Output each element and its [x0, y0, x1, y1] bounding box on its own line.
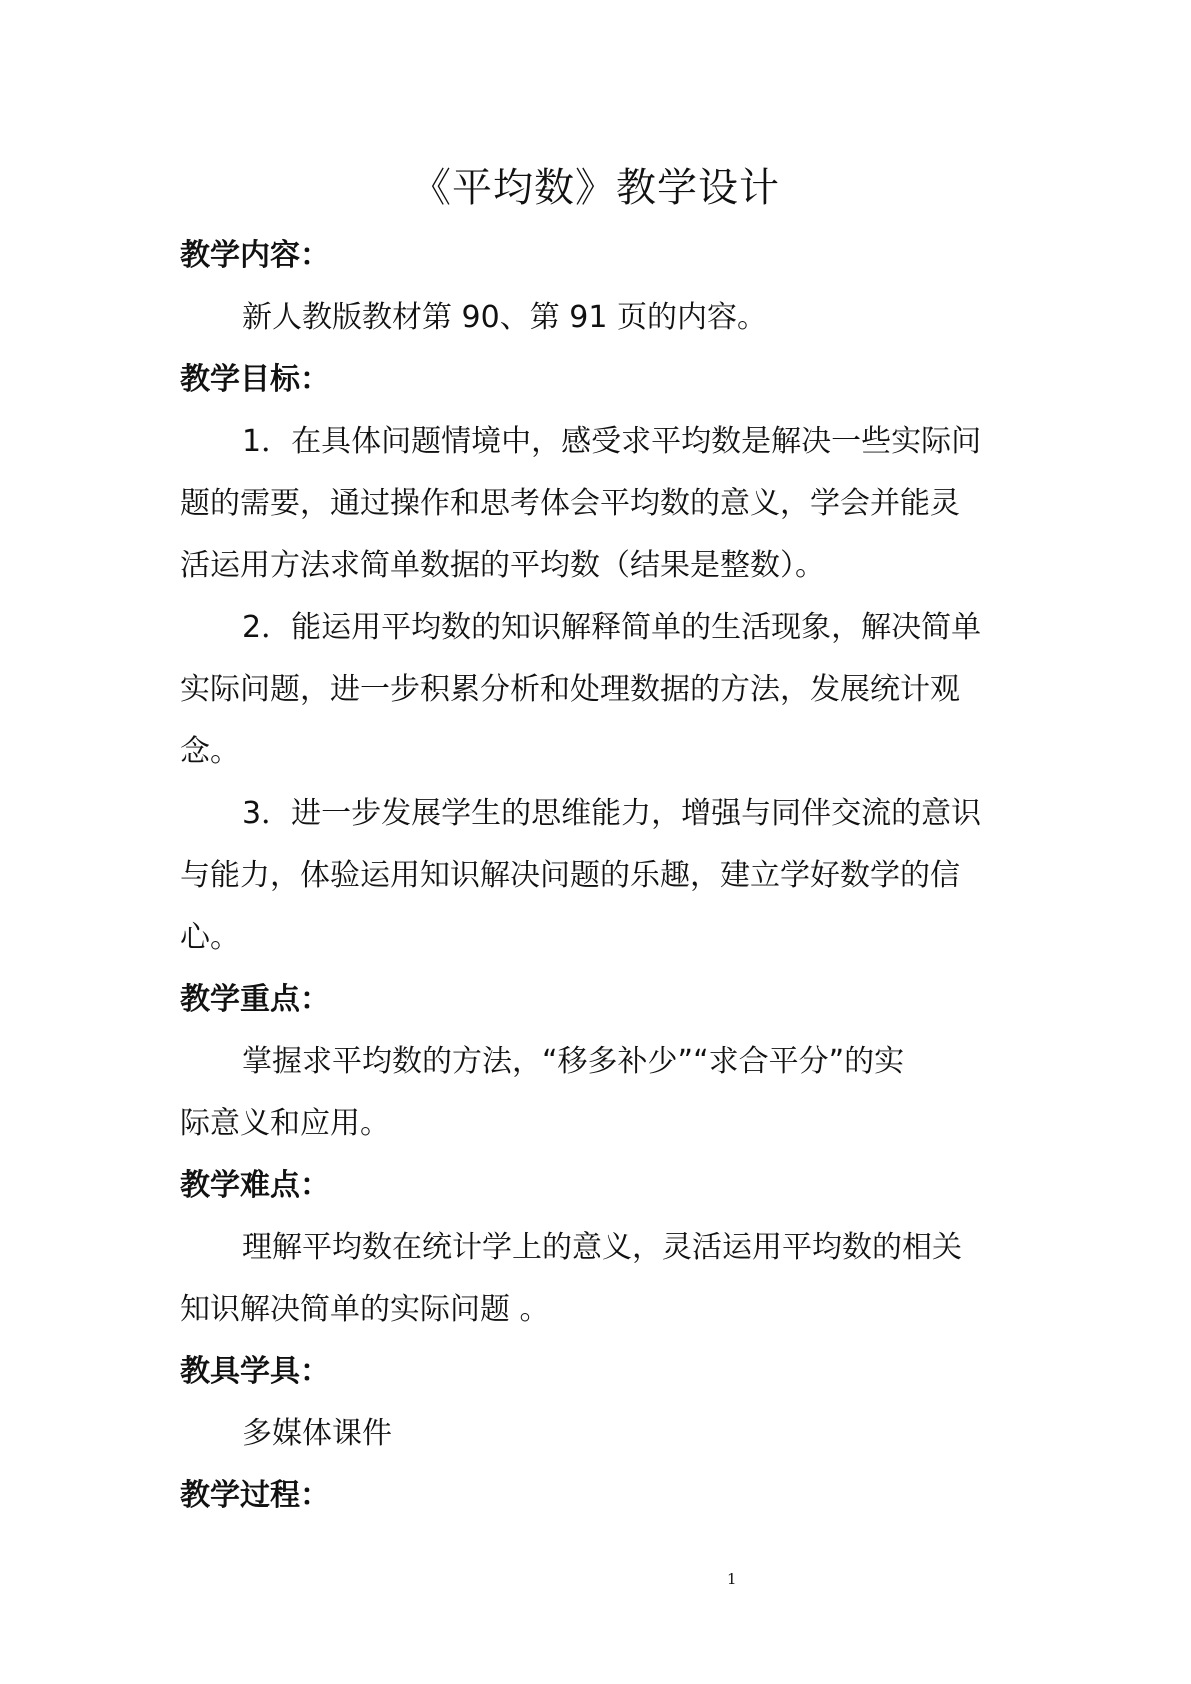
heading-process: 教学过程：	[180, 1478, 330, 1513]
objective-3-line-3: 心。	[180, 920, 240, 955]
heading-materials: 教具学具：	[180, 1354, 330, 1389]
objective-1-line-1: 1．在具体问题情境中，感受求平均数是解决一些实际问	[242, 424, 982, 459]
materials-text: 多媒体课件	[242, 1416, 392, 1451]
objective-2-line-3: 念。	[180, 734, 240, 769]
difficulties-line-1: 理解平均数在统计学上的意义，灵活运用平均数的相关	[242, 1230, 962, 1265]
page-number: 1	[727, 1570, 737, 1588]
objective-1-line-3: 活运用方法求简单数据的平均数（结果是整数）。	[180, 548, 825, 583]
objective-3-line-2: 与能力，体验运用知识解决问题的乐趣，建立学好数学的信	[180, 858, 960, 893]
heading-difficulties: 教学难点：	[180, 1168, 330, 1203]
heading-content: 教学内容：	[180, 238, 330, 273]
difficulties-line-2: 知识解决简单的实际问题 。	[180, 1292, 550, 1327]
objective-2-line-2: 实际问题，进一步积累分析和处理数据的方法，发展统计观	[180, 672, 960, 707]
objective-1-line-2: 题的需要，通过操作和思考体会平均数的意义，学会并能灵	[180, 486, 960, 521]
objective-2-line-1: 2．能运用平均数的知识解释简单的生活现象，解决简单	[242, 610, 982, 645]
key-points-line-1: 掌握求平均数的方法，“移多补少”“求合平分”的实	[242, 1044, 905, 1079]
heading-objectives: 教学目标：	[180, 362, 330, 397]
objective-3-line-1: 3．进一步发展学生的思维能力，增强与同伴交流的意识	[242, 796, 982, 831]
key-points-line-2: 际意义和应用。	[180, 1106, 390, 1141]
document-title: 《平均数》教学设计	[411, 165, 780, 211]
heading-key-points: 教学重点：	[180, 982, 330, 1017]
content-text: 新人教版教材第 90、第 91 页的内容。	[242, 300, 767, 335]
